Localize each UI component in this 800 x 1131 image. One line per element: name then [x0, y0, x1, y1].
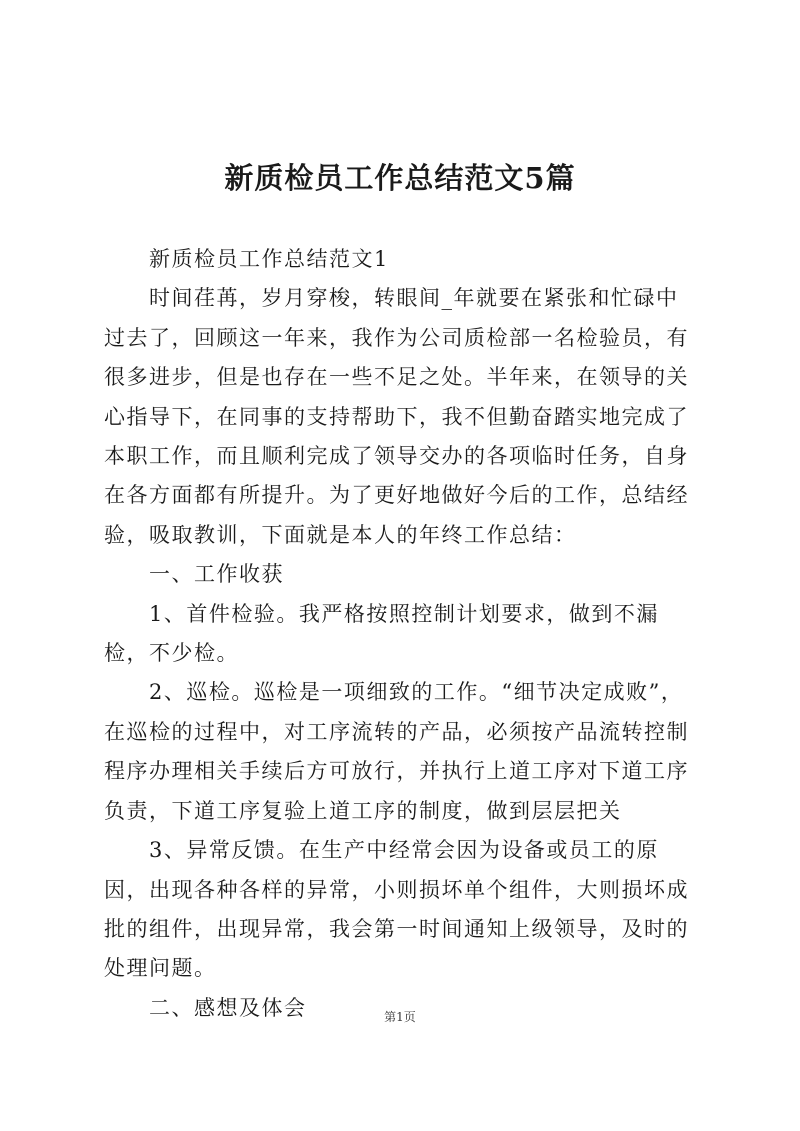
paragraph-first-inspection: 1、首件检验。我严格按照控制计划要求，做到不漏检，不少检。: [104, 601, 659, 666]
paragraph-patrol-inspection: 2、巡检。巡检是一项细致的工作。“细节决定成败”，在巡检的过程中，对工序流转的产品，必须按产品流转控制程序办理相关手续后方可放行，并执行上道工序对下道工序负责，下道工序复验上道工序的制度，做到层层把关: [104, 680, 689, 823]
page-number: 第1页: [384, 1010, 416, 1024]
subheading-thoughts: 二、感想及体会: [149, 995, 307, 1020]
paragraph-exception-feedback: 3、异常反馈。在生产中经常会因为设备或员工的原因，出现各种各样的异常，小则损坏单个组件，大则损坏成批的组件，出现异常，我会第一时间通知上级领导，及时的处理问题。: [104, 838, 689, 981]
document-body: [104, 240, 698, 1028]
section-heading-1: 新质检员工作总结范文1: [149, 247, 389, 271]
subheading-work-gains: 一、工作收获: [149, 562, 284, 587]
document-title: 新质检员工作总结范文5篇: [224, 161, 576, 195]
paragraph-intro: 时间荏苒，岁月穿梭，转眼间_年就要在紧张和忙碌中过去了，回顾这一年来，我作为公司质检部一名检验员，有很多进步，但是也存在一些不足之处。半年来，在领导的关心指导下，在同事的支持帮助下，我不但勤奋踏实地完成了本职工作，而且顺利完成了领导交办的各项临时任务，自身在各方面都有所提升。为了更好地做好今后的工作，总结经验，吸取教训，下面就是本人的年终工作总结：: [104, 286, 689, 547]
